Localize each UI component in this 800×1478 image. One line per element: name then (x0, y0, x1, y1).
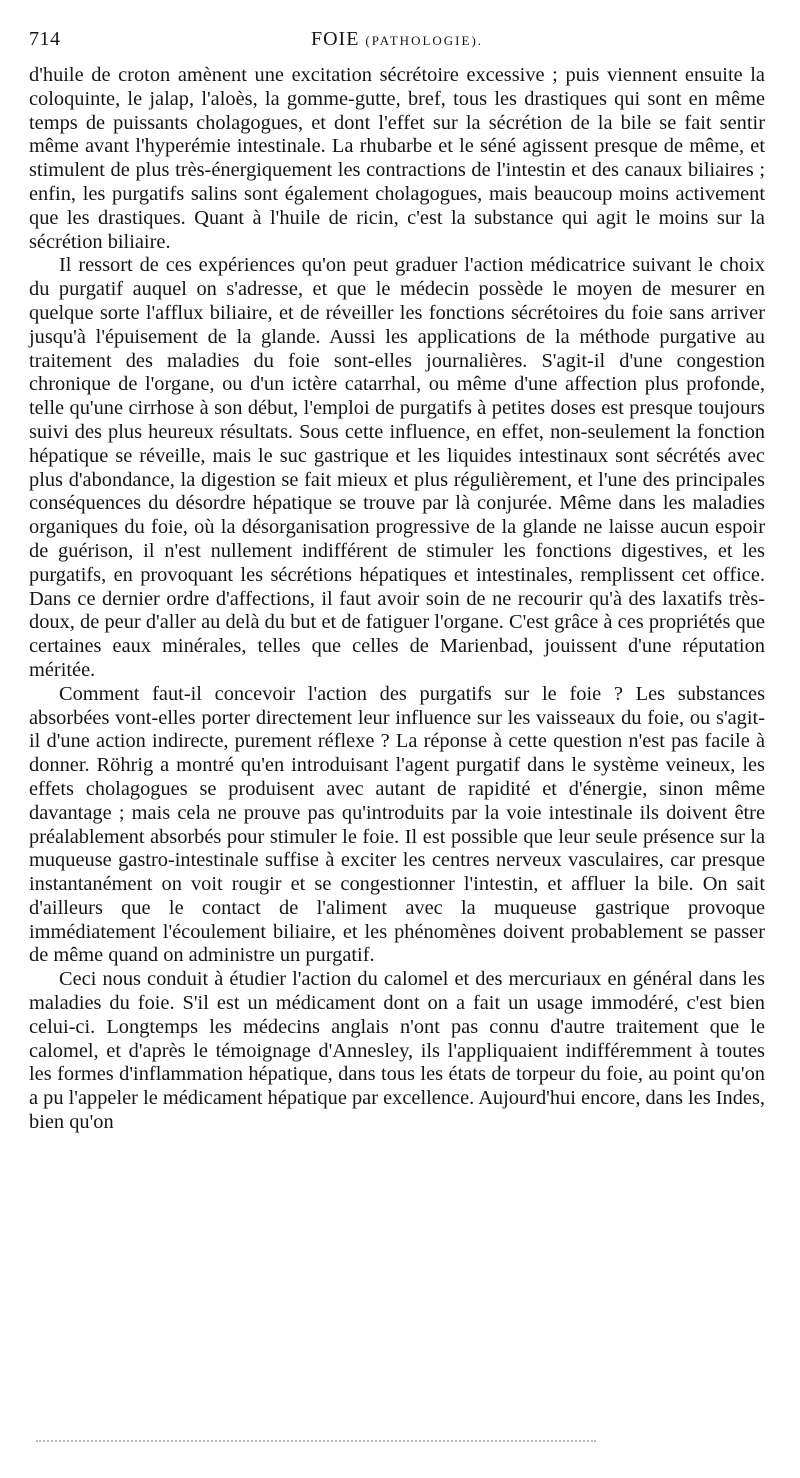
paragraph-1: d'huile de croton amènent une excitation sécrétoire excessive ; puis viennent ensuite la coloquinte, le jalap, l'aloès, la gomme-gutte, bref, tous les drastiques qui sont en même temps de puissants cholagogues, et dont l'effet sur la sécrétion de la bile se fait sentir même avant l'hyperémie intestinale. La rhubarbe et le séné agissent presque de même, et stimulent de plus très-énergiquement les contractions de l'intestin et des canaux biliaires ; enfin, les purgatifs salins sont également cholagogues, mais beaucoup moins activement que les drastiques. Quant à l'huile de ricin, c'est la substance qui agit le moins sur la sécrétion biliaire. (29, 64, 765, 253)
paragraph-3: Comment faut-il concevoir l'action des purgatifs sur le foie ? Les substances absorbées vont-elles porter directement leur influence sur les vaisseaux du foie, ou s'agit-il d'une action indirecte, purement réflexe ? La réponse à cette question n'est pas facile à donner. Röhrig a montré qu'en introduisant l'agent purgatif dans le système veineux, les effets cholagogues se produisent avec autant de rapidité et d'énergie, sinon même davantage ; mais cela ne prouve pas qu'introduits par la voie intestinale ils doivent être préalablement absorbés pour stimuler le foie. Il est possible que leur seule présence sur la muqueuse gastro-intestinale suffise à exciter les centres nerveux vasculaires, car presque instantanément on voit rougir et se congestionner l'intestin, et affluer la bile. On sait d'ailleurs que le contact de l'aliment avec la muqueuse gastrique provoque immédiatement l'écoulement biliaire, et les phénomènes doivent probablement se passer de même quand on administre un purgatif. (29, 682, 765, 967)
running-title-subtitle: (PATHOLOGIE). (365, 33, 484, 48)
running-title-main: FOIE (310, 28, 360, 50)
footer-dotted-rule (36, 1440, 596, 1442)
running-title (29, 28, 765, 51)
paragraph-2: Il ressort de ces expériences qu'on peut graduer l'action médicatrice suivant le choix du purgatif auquel on s'adresse, et que le médecin possède le moyen de mesurer en quelque sorte l'afflux biliaire, et de réveiller les fonctions sécrétoires du foie sans arriver jusqu'à l'épuisement de la glande. Aussi les applications de la méthode purgative au traitement des maladies du foie sont-elles journalières. S'agit-il d'une congestion chronique de l'organe, ou d'un ictère catarrhal, ou même d'une affection plus profonde, telle qu'une cirrhose à son début, l'emploi de purgatifs à petites doses est presque toujours suivi des plus heureux résultats. Sous cette influence, en effet, non-seulement la fonction hépatique se réveille, mais le suc gastrique et les liquides intestinaux sont sécrétés avec plus d'abondance, la digestion se fait mieux et plus régulièrement, et l'une des principales conséquences du désordre hépatique se trouve par là conjurée. Même dans les maladies organiques du foie, où la désorganisation progressive de la glande ne laisse aucun espoir de guérison, il n'est nullement indifférent de stimuler les fonctions digestives, et les purgatifs, en provoquant les sécrétions hépatiques et intestinales, remplissent cet office. Dans ce dernier ordre d'affections, il faut avoir soin de ne recourir qu'à des laxatifs très-doux, de peur d'aller au delà du but et de fatiguer l'organe. C'est grâce à ces propriétés que certaines eaux minérales, telles que celles de Marienbad, jouissent d'une réputation méritée. (29, 254, 765, 681)
page-body (29, 64, 765, 1135)
page-number: 714 (29, 28, 61, 50)
paragraph-4: Ceci nous conduit à étudier l'action du calomel et des mercuriaux en général dans les maladies du foie. S'il est un médicament dont on a fait un usage immodéré, c'est bien celui-ci. Longtemps les médecins anglais n'ont pas connu d'autre traitement que le calomel, et d'après le témoignage d'Annesley, ils l'appliquaient indifféremment à toutes les formes d'inflammation hépatique, dans tous les états de torpeur du foie, au point qu'on a pu l'appeler le médicament hépatique par excellence. Aujourd'hui encore, dans les Indes, bien qu'on (29, 968, 766, 1134)
book-page (29, 28, 766, 1134)
page-header (29, 28, 765, 56)
